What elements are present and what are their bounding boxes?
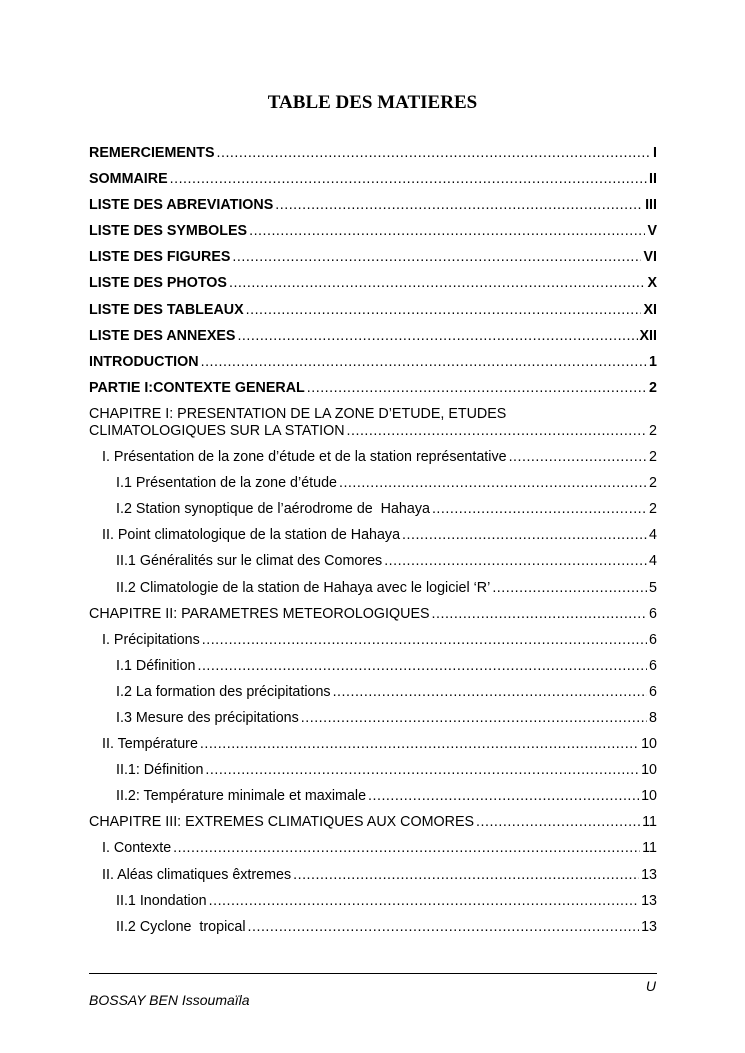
dot-leader bbox=[232, 249, 641, 266]
dot-leader bbox=[205, 762, 639, 779]
dot-leader bbox=[237, 328, 637, 345]
dot-leader bbox=[402, 527, 647, 544]
toc-entry-page: 10 bbox=[641, 762, 657, 779]
toc-entry-title: LISTE DES TABLEAUX bbox=[89, 301, 244, 318]
toc-entry[interactable] bbox=[89, 527, 657, 544]
dot-leader bbox=[384, 553, 647, 570]
toc-entry[interactable] bbox=[89, 684, 657, 701]
toc-entry-page: 10 bbox=[641, 736, 657, 753]
toc-entry[interactable] bbox=[89, 328, 657, 345]
toc-entry[interactable] bbox=[89, 449, 657, 466]
toc-entry-title: II.1: Définition bbox=[116, 762, 204, 779]
toc-entry-title: I.1 Définition bbox=[116, 657, 196, 674]
toc-entry[interactable] bbox=[89, 406, 657, 440]
toc-entry-title: II.2 Cyclone tropical bbox=[116, 918, 246, 935]
dot-leader bbox=[249, 223, 645, 240]
toc-entry-page: 5 bbox=[649, 579, 657, 596]
dot-leader bbox=[368, 788, 639, 805]
page-title: TABLE DES MATIERES bbox=[267, 92, 478, 113]
toc-entry-page: 8 bbox=[649, 709, 657, 726]
dot-leader bbox=[301, 710, 647, 727]
toc-entry[interactable] bbox=[89, 380, 657, 397]
toc-entry-page: 13 bbox=[641, 892, 657, 909]
toc-entry[interactable] bbox=[89, 354, 657, 371]
toc-entry-title: I. Présentation de la zone d’étude et de la station représentative bbox=[102, 449, 507, 466]
footer-author: BOSSAY BEN Issoumaïla bbox=[89, 992, 250, 1008]
toc-entry[interactable] bbox=[89, 893, 657, 910]
toc-entry[interactable] bbox=[89, 814, 657, 831]
dot-leader bbox=[476, 814, 640, 831]
toc-entry-title: II.1 Généralités sur le climat des Comores bbox=[116, 553, 383, 570]
toc-entry-page: XI bbox=[643, 301, 657, 318]
dot-leader bbox=[492, 580, 647, 597]
toc-entry[interactable] bbox=[89, 475, 657, 492]
dot-leader bbox=[347, 423, 648, 440]
dot-leader bbox=[202, 632, 647, 649]
dot-leader bbox=[248, 919, 640, 936]
toc-entry-title: REMERCIEMENTS bbox=[89, 145, 215, 161]
toc-entry[interactable] bbox=[89, 840, 657, 857]
toc-entry-page: III bbox=[645, 197, 657, 214]
table-of-contents bbox=[89, 145, 657, 945]
toc-entry-page: 6 bbox=[649, 683, 657, 700]
toc-entry-title: II.2 Climatologie de la station de Hahaya avec le logiciel ‘R’ bbox=[116, 579, 491, 596]
toc-entry-page: V bbox=[647, 223, 657, 240]
toc-entry-page: 2 bbox=[649, 422, 657, 439]
toc-entry[interactable] bbox=[89, 249, 657, 266]
dot-leader bbox=[339, 475, 647, 492]
toc-entry-title: II.2: Température minimale et maximale bbox=[116, 788, 367, 805]
dot-leader bbox=[170, 171, 647, 188]
toc-entry[interactable] bbox=[89, 658, 657, 675]
toc-entry-page: X bbox=[647, 275, 657, 292]
toc-entry-page: 6 bbox=[649, 657, 657, 674]
toc-entry-page: 2 bbox=[649, 449, 657, 466]
toc-entry-title-continued: CLIMATOLOGIQUES SUR LA STATION bbox=[89, 422, 345, 439]
toc-entry[interactable] bbox=[89, 145, 657, 162]
toc-entry-title: II. Point climatologique de la station de Hahaya bbox=[102, 527, 401, 544]
toc-entry-page: 2 bbox=[649, 501, 657, 518]
toc-entry-title: I.2 La formation des précipitations bbox=[116, 683, 331, 700]
toc-entry-title: I.1 Présentation de la zone d’étude bbox=[116, 475, 337, 492]
toc-entry[interactable] bbox=[89, 302, 657, 319]
dot-leader bbox=[509, 449, 647, 466]
dot-leader bbox=[432, 501, 647, 518]
toc-entry-page: VI bbox=[643, 249, 657, 266]
dot-leader bbox=[173, 840, 640, 857]
toc-entry[interactable] bbox=[89, 553, 657, 570]
toc-entry-page: 1 bbox=[649, 353, 657, 370]
toc-entry-title: CHAPITRE I: PRESENTATION DE LA ZONE D’ETUDE, ETUDES bbox=[89, 405, 507, 422]
dot-leader bbox=[246, 302, 642, 319]
toc-entry-title: SOMMAIRE bbox=[89, 171, 168, 188]
toc-entry[interactable] bbox=[89, 197, 657, 214]
toc-entry-page: 13 bbox=[641, 918, 657, 935]
dot-leader bbox=[432, 606, 648, 623]
toc-entry-title: CHAPITRE II: PARAMETRES METEOROLOGIQUES bbox=[89, 605, 430, 622]
footer-page-marker: U bbox=[645, 978, 656, 994]
toc-entry-page: 4 bbox=[649, 553, 657, 570]
dot-leader bbox=[209, 893, 639, 910]
toc-entry-page: I bbox=[653, 145, 657, 161]
toc-entry-title: LISTE DES PHOTOS bbox=[89, 275, 227, 292]
toc-entry-title: INTRODUCTION bbox=[89, 353, 199, 370]
dot-leader bbox=[275, 197, 643, 214]
toc-entry-title: LISTE DES ABREVIATIONS bbox=[89, 197, 274, 214]
toc-entry[interactable] bbox=[89, 223, 657, 240]
toc-entry[interactable] bbox=[89, 710, 657, 727]
dot-leader bbox=[229, 275, 645, 292]
toc-entry[interactable] bbox=[89, 275, 657, 292]
dot-leader bbox=[197, 658, 647, 675]
toc-entry-title: I.3 Mesure des précipitations bbox=[116, 709, 299, 726]
toc-entry[interactable] bbox=[89, 171, 657, 188]
toc-entry-title: I. Précipitations bbox=[102, 631, 200, 648]
toc-entry-page: 2 bbox=[649, 379, 657, 396]
toc-entry-page: 6 bbox=[649, 605, 657, 622]
toc-entry-title: II. Aléas climatiques êxtremes bbox=[102, 866, 292, 883]
dot-leader bbox=[293, 867, 639, 884]
footer-rule bbox=[89, 973, 657, 974]
toc-entry-page: 6 bbox=[649, 631, 657, 648]
toc-entry-title: LISTE DES FIGURES bbox=[89, 249, 231, 266]
toc-entry-page: 4 bbox=[649, 527, 657, 544]
toc-entry-page: XII bbox=[639, 327, 657, 344]
toc-entry[interactable] bbox=[89, 736, 657, 753]
toc-entry-page: 10 bbox=[641, 788, 657, 805]
dot-leader bbox=[201, 354, 647, 371]
toc-entry[interactable] bbox=[89, 867, 657, 884]
toc-entry-page: 11 bbox=[642, 814, 657, 831]
toc-entry-title: I. Contexte bbox=[102, 840, 172, 857]
toc-entry[interactable] bbox=[89, 580, 657, 597]
toc-entry-title: I.2 Station synoptique de l’aérodrome de Hahaya bbox=[116, 501, 430, 518]
toc-entry[interactable] bbox=[89, 762, 657, 779]
toc-entry[interactable] bbox=[89, 788, 657, 805]
toc-entry-title: II.1 Inondation bbox=[116, 892, 207, 909]
toc-entry-page: 2 bbox=[649, 475, 657, 492]
toc-entry-page: II bbox=[649, 171, 657, 188]
toc-entry[interactable] bbox=[89, 606, 657, 623]
toc-entry-title: CHAPITRE III: EXTREMES CLIMATIQUES AUX COMORES bbox=[89, 814, 475, 831]
toc-entry-page: 11 bbox=[642, 840, 657, 857]
dot-leader bbox=[333, 684, 647, 701]
dot-leader bbox=[200, 736, 639, 753]
toc-entry-title: II. Température bbox=[102, 736, 198, 753]
toc-entry[interactable] bbox=[89, 501, 657, 518]
dot-leader bbox=[217, 145, 652, 162]
toc-entry-title: PARTIE I:CONTEXTE GENERAL bbox=[89, 379, 305, 396]
toc-entry-title: LISTE DES SYMBOLES bbox=[89, 223, 248, 240]
dot-leader bbox=[307, 380, 647, 397]
toc-entry-page: 13 bbox=[641, 866, 657, 883]
toc-entry[interactable] bbox=[89, 919, 657, 936]
toc-entry-title: LISTE DES ANNEXES bbox=[89, 327, 236, 344]
toc-entry[interactable] bbox=[89, 632, 657, 649]
